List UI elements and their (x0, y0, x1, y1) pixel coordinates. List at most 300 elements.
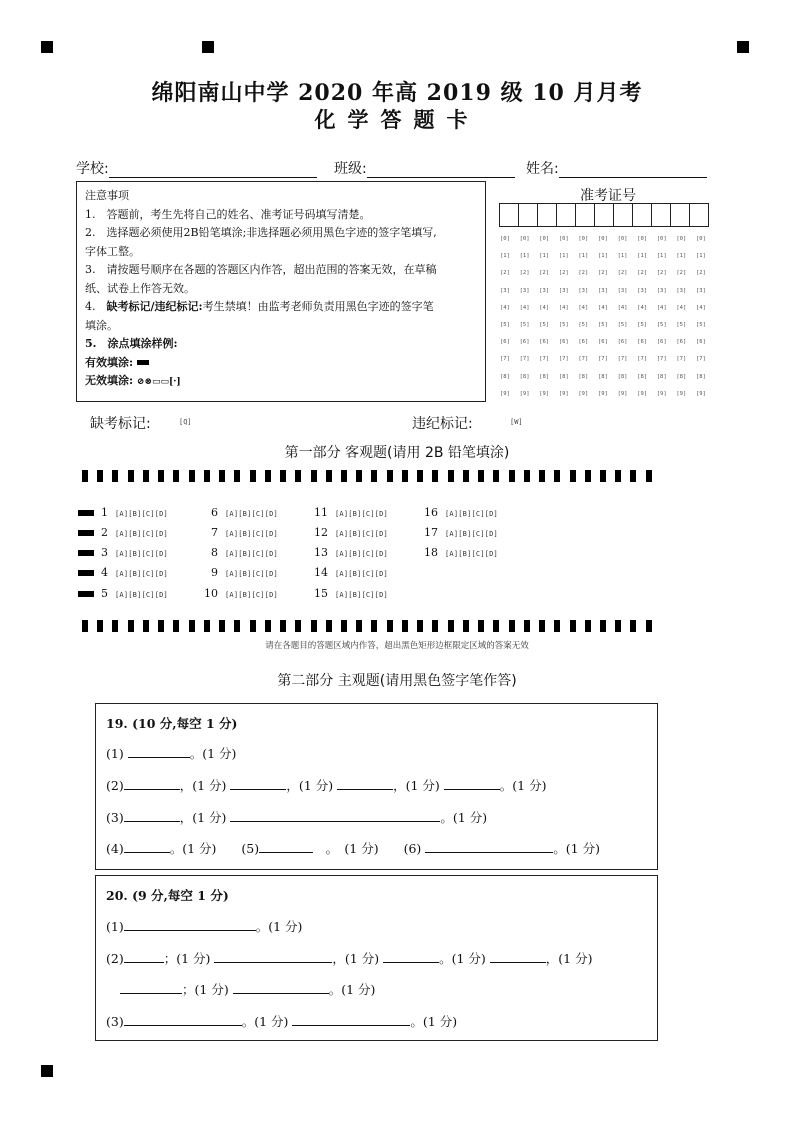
mcq-answer-bubbles[interactable]: [A][B][C][D] (225, 591, 278, 599)
mcq-answer-bubbles[interactable]: [A][B][C][D] (115, 510, 168, 518)
exam-id-digit-bubble[interactable]: [1] (519, 253, 530, 260)
registration-mark-top-middle (202, 41, 214, 53)
timing-mark (82, 620, 88, 632)
exam-id-digit-bubble[interactable]: [7] (558, 356, 569, 363)
q20-score: (1 分) (341, 982, 376, 997)
exam-id-digit-bubble[interactable]: [1] (539, 253, 550, 260)
timing-mark (600, 620, 606, 632)
exam-id-digit-bubble[interactable]: [9] (676, 390, 687, 397)
valid-fill-example (85, 354, 477, 373)
exam-id-digit-bubble[interactable]: [8] (656, 373, 667, 380)
timing-mark (295, 470, 301, 482)
mcq-question (420, 506, 498, 519)
exam-id-box[interactable] (556, 203, 576, 227)
part2-title: 第二部分 主观题(请用黑色签字笔作答) (277, 673, 517, 689)
mcq-answer-bubbles[interactable]: [A][B][C][D] (115, 570, 168, 578)
timing-mark (341, 470, 347, 482)
exam-id-digit-bubble[interactable]: [2] (500, 270, 510, 277)
q19-blank[interactable] (444, 777, 500, 790)
exam-id-digit-bubble[interactable]: [0] (597, 236, 608, 242)
q19-blank[interactable] (337, 777, 393, 790)
mcq-answer-bubbles[interactable]: [A][B][C][D] (115, 530, 168, 538)
timing-mark (630, 470, 636, 482)
mcq-answer-bubbles[interactable]: [A][B][C][D] (115, 550, 168, 558)
q20-line-1: (1) 。(1 分) (106, 919, 303, 934)
exam-id-digit-bubble[interactable]: [0] (695, 236, 706, 242)
mcq-question-number: 15 (314, 587, 328, 600)
invalid-fill-label: 无效填涂: (85, 374, 134, 387)
timing-mark (417, 470, 423, 482)
exam-id-digit-bubble[interactable]: [0] (676, 236, 687, 242)
exam-id-digit-bubble[interactable]: [2] (578, 270, 589, 277)
mcq-question-number: 18 (424, 546, 438, 559)
q19-score: (1 分) (512, 778, 547, 793)
mcq-question (310, 566, 388, 579)
exam-id-digit-bubble[interactable]: [1] (578, 253, 589, 260)
timing-mark (250, 620, 256, 632)
timing-mark (356, 620, 362, 632)
exam-id-digit-bubble[interactable]: [4] (656, 304, 667, 311)
exam-id-digit-bubble[interactable]: [9] (519, 390, 530, 397)
q19-score: (1 分) (452, 810, 488, 825)
exam-id-digit-bubble[interactable]: [9] (637, 390, 648, 397)
exam-id-digit-bubble[interactable]: [7] (597, 356, 608, 363)
exam-id-box[interactable] (499, 203, 519, 227)
timing-mark (189, 470, 195, 482)
exam-id-digit-bubble[interactable]: [6] (597, 339, 608, 346)
exam-id-digit-bubble[interactable]: [0] (519, 236, 530, 242)
exam-id-box[interactable] (594, 203, 614, 227)
timing-mark (280, 470, 286, 482)
timing-mark (387, 620, 393, 632)
exam-id-digit-bubble[interactable]: [9] (539, 390, 550, 397)
exam-id-digit-bubble[interactable]: [2] (695, 270, 706, 277)
mcq-question (310, 546, 388, 559)
q19-line-4: (4) 。(1 分) (5) 。 (1 分) (6) 。(1 分) (106, 841, 600, 856)
exam-id-digit-bubble[interactable]: [0] (539, 236, 550, 242)
mcq-question (90, 566, 168, 579)
exam-id-digit-bubble[interactable]: [4] (539, 304, 550, 311)
exam-id-digit-bubble[interactable]: [8] (637, 373, 648, 380)
q19-score: (1 分) (202, 746, 237, 761)
exam-id-digit-bubble[interactable]: [0] (656, 236, 667, 242)
exam-id-digit-bubble[interactable]: [0] (637, 236, 648, 242)
mcq-question (420, 526, 498, 539)
exam-id-digit-bubble[interactable]: [9] (617, 390, 628, 397)
exam-id-digit-bubble[interactable]: [4] (500, 304, 510, 311)
exam-id-digit-bubble[interactable]: [6] (637, 339, 648, 346)
class-field[interactable] (334, 158, 515, 178)
mcq-question-number: 7 (211, 526, 218, 539)
exam-id-digit-bubble[interactable]: [3] (558, 287, 569, 294)
exam-id-digit-bubble[interactable]: [5] (578, 321, 589, 328)
timing-mark (356, 470, 362, 482)
exam-id-digit-bubble[interactable]: [5] (656, 321, 667, 328)
exam-id-digit-bubble[interactable]: [1] (597, 253, 608, 260)
q19-answer-box[interactable] (95, 703, 658, 870)
q19-score: (1 分) (182, 841, 217, 856)
page-subtitle: 化学答题卡 (314, 107, 480, 132)
timing-mark (112, 470, 118, 482)
exam-id-digit-bubble[interactable]: [7] (676, 356, 687, 363)
exam-id-digit-bubble[interactable]: [1] (617, 253, 628, 260)
mcq-answer-bubbles[interactable]: [A][B][C][D] (335, 570, 388, 578)
exam-id-digit-bubble[interactable]: [1] (695, 253, 706, 260)
timing-mark (97, 620, 103, 632)
timing-mark (143, 620, 149, 632)
q19-blank[interactable] (124, 840, 170, 853)
q20-blank[interactable] (120, 981, 182, 994)
exam-id-digit-bubble[interactable]: [3] (539, 287, 550, 294)
timing-mark (341, 620, 347, 632)
q19-line-2: (2) ，(1 分) ，(1 分) ，(1 分) 。(1 分) (106, 778, 547, 793)
timing-mark (448, 470, 454, 482)
q20-score: (1 分) (422, 1014, 458, 1029)
exam-id-digit-bubble[interactable]: [5] (558, 321, 569, 328)
notice-item: 纸、试卷上作答无效。 (85, 281, 195, 295)
exam-id-digit-bubble[interactable]: [4] (558, 304, 569, 311)
exam-id-digit-bubble[interactable]: [9] (597, 390, 608, 397)
exam-id-digit-bubble[interactable]: [5] (695, 321, 706, 328)
q19-score: (1 分) (344, 841, 379, 856)
mcq-question-number: 12 (314, 526, 328, 539)
violation-mark-label: 违纪标记: (412, 416, 473, 432)
q20-answer-box[interactable] (95, 875, 658, 1041)
exam-id-digit-bubble[interactable]: [4] (695, 304, 706, 311)
mcq-answer-bubbles[interactable]: [A][B][C][D] (335, 530, 388, 538)
timing-mark (615, 620, 621, 632)
exam-id-digit-bubble[interactable]: [6] (617, 339, 628, 346)
exam-id-digit-bubble[interactable]: [2] (539, 270, 550, 277)
timing-mark (600, 470, 606, 482)
mcq-question (200, 506, 278, 519)
timing-mark (570, 620, 576, 632)
exam-id-digit-bubble[interactable]: [8] (519, 373, 530, 380)
exam-id-box[interactable] (537, 203, 557, 227)
mcq-answer-bubbles[interactable]: [A][B][C][D] (335, 510, 388, 518)
exam-id-bubble-grid[interactable] (500, 236, 716, 408)
q20-blank[interactable] (292, 1013, 410, 1026)
exam-id-digit-bubble[interactable]: [8] (676, 373, 687, 380)
q20-blank[interactable] (124, 1013, 242, 1026)
timing-mark (280, 620, 286, 632)
mcq-question (90, 587, 168, 600)
exam-id-digit-bubble[interactable]: [3] (578, 287, 589, 294)
q19-blank[interactable] (124, 777, 180, 790)
exam-id-digit-bubble[interactable]: [8] (539, 373, 550, 380)
exam-id-digit-bubble[interactable]: [2] (558, 270, 569, 277)
exam-id-digit-bubble[interactable]: [1] (558, 253, 569, 260)
timing-mark (204, 470, 210, 482)
mcq-question (200, 566, 278, 579)
notice-box (76, 181, 486, 402)
exam-id-digit-bubble[interactable]: [4] (578, 304, 589, 311)
exam-id-digit-bubble[interactable]: [2] (519, 270, 530, 277)
q20-score: (1 分) (254, 1014, 289, 1029)
mcq-answer-bubbles[interactable]: [A][B][C][D] (445, 550, 498, 558)
exam-id-box[interactable] (689, 203, 709, 227)
timing-track-bottom (82, 620, 652, 632)
q19-blank[interactable] (425, 840, 553, 853)
exam-id-digit-bubble[interactable]: [9] (578, 390, 589, 397)
invalid-fill-marks: ⊘⊗▭▭[·] (136, 377, 181, 387)
q19-blank[interactable] (259, 840, 313, 853)
exam-id-digit-bubble[interactable]: [7] (695, 356, 706, 363)
exam-id-digit-bubble[interactable]: [5] (500, 321, 510, 328)
school-field[interactable] (76, 158, 317, 178)
timing-mark (204, 620, 210, 632)
exam-id-digit-bubble[interactable]: [9] (656, 390, 667, 397)
exam-id-digit-bubble[interactable]: [5] (539, 321, 550, 328)
timing-mark (524, 620, 530, 632)
exam-id-box[interactable] (575, 203, 595, 227)
exam-id-box[interactable] (518, 203, 538, 227)
q20-score: (1 分) (344, 951, 380, 966)
timing-mark (524, 470, 530, 482)
exam-id-digit-bubble[interactable]: [6] (519, 339, 530, 346)
exam-id-digit-bubble[interactable]: [0] (617, 236, 628, 242)
q19-score: (1 分) (405, 778, 440, 793)
mcq-question-number: 11 (314, 506, 328, 519)
timing-mark (432, 470, 438, 482)
exam-id-digit-bubble[interactable]: [9] (558, 390, 569, 397)
exam-id-digit-bubble[interactable]: [6] (676, 339, 687, 346)
timing-mark (295, 620, 301, 632)
notice-item-4 (85, 298, 477, 317)
timing-mark (128, 470, 134, 482)
q19-score: (1 分) (565, 841, 600, 856)
mcq-question-number: 3 (101, 546, 108, 559)
exam-id-digit-bubble[interactable]: [7] (637, 356, 648, 363)
part1-footnote: 请在各题目的答题区域内作答，超出黑色矩形边框限定区域的答案无效 (265, 641, 529, 651)
q19-line-3: (3) ，(1 分) 。(1 分) (106, 810, 488, 825)
exam-id-digit-bubble[interactable]: [5] (519, 321, 530, 328)
notice-item: 3. 请按题号顺序在各题的答题区内作答，超出范围的答案无效，在草稿 (85, 263, 437, 276)
valid-fill-label: 有效填涂: (85, 355, 134, 369)
timing-mark (478, 470, 484, 482)
exam-id-digit-bubble[interactable]: [0] (558, 236, 569, 242)
exam-id-digit-bubble[interactable]: [3] (597, 287, 608, 294)
class-input-line[interactable] (367, 163, 515, 178)
notice-item: 填涂。 (85, 318, 118, 332)
q19-blank[interactable] (124, 809, 180, 822)
exam-id-digit-bubble[interactable]: [5] (617, 321, 628, 328)
exam-id-digit-bubble[interactable]: [5] (676, 321, 687, 328)
mcq-question-number: 6 (211, 506, 218, 519)
violation-mark-bubble[interactable]: [W] (510, 418, 523, 426)
timing-mark (448, 620, 454, 632)
notice-item: 字体工整。 (85, 244, 140, 258)
q20-heading: 20. (9 分,每空 1 分) (106, 888, 229, 903)
exam-id-digit-bubble[interactable]: [7] (519, 356, 530, 363)
exam-id-box[interactable] (651, 203, 671, 227)
exam-id-digit-bubble[interactable]: [4] (637, 304, 648, 311)
mcq-answer-bubbles[interactable]: [A][B][C][D] (225, 570, 278, 578)
name-field[interactable] (526, 158, 707, 178)
q20-score: (1 分) (268, 919, 303, 934)
mcq-answer-bubbles[interactable]: [A][B][C][D] (225, 550, 278, 558)
exam-id-digit-bubble[interactable]: [6] (695, 339, 706, 346)
timing-mark (402, 620, 408, 632)
q20-blank[interactable] (490, 950, 546, 963)
exam-id-digit-bubble[interactable]: [3] (656, 287, 667, 294)
timing-mark (478, 620, 484, 632)
q20-line-3: ；(1 分) 。(1 分) (120, 980, 375, 998)
timing-mark (585, 620, 591, 632)
exam-id-digit-bubble[interactable]: [4] (597, 304, 608, 311)
exam-id-digit-bubble[interactable]: [4] (519, 304, 530, 311)
mcq-answer-bubbles[interactable]: [A][B][C][D] (335, 550, 388, 558)
exam-id-digit-bubble[interactable]: [8] (500, 373, 510, 380)
timing-mark (173, 620, 179, 632)
exam-id-digit-row (500, 270, 716, 287)
exam-id-digit-bubble[interactable]: [6] (500, 339, 510, 346)
timing-mark (371, 620, 377, 632)
exam-id-digit-bubble[interactable]: [7] (578, 356, 589, 363)
exam-id-digit-bubble[interactable]: [6] (539, 339, 550, 346)
exam-id-digit-bubble[interactable]: [0] (500, 236, 510, 242)
timing-mark (509, 470, 515, 482)
mcq-question (200, 546, 278, 559)
timing-mark (326, 620, 332, 632)
exam-id-digit-bubble[interactable]: [5] (637, 321, 648, 328)
exam-id-digit-bubble[interactable]: [7] (500, 356, 510, 363)
timing-mark (570, 470, 576, 482)
timing-mark (234, 620, 240, 632)
timing-mark (585, 470, 591, 482)
absent-mark-label: 缺考标记: (90, 416, 151, 432)
school-input-line[interactable] (109, 163, 317, 178)
timing-mark (509, 620, 515, 632)
q19-blank[interactable] (230, 809, 440, 822)
timing-mark (189, 620, 195, 632)
exam-id-digit-bubble[interactable]: [1] (637, 253, 648, 260)
q20-blank[interactable] (214, 950, 332, 963)
exam-id-digit-bubble[interactable]: [2] (597, 270, 608, 277)
exam-id-digit-bubble[interactable]: [4] (676, 304, 687, 311)
exam-id-digit-row (500, 374, 716, 391)
mcq-question-number: 13 (314, 546, 328, 559)
exam-id-digit-bubble[interactable]: [4] (617, 304, 628, 311)
q20-blank[interactable] (124, 950, 164, 963)
exam-id-digit-bubble[interactable]: [5] (597, 321, 608, 328)
exam-id-digit-bubble[interactable]: [1] (676, 253, 687, 260)
mcq-question (200, 587, 278, 600)
exam-id-digit-bubble[interactable]: [3] (695, 287, 706, 294)
exam-id-digit-bubble[interactable]: [9] (695, 390, 706, 397)
mcq-answer-bubbles[interactable]: [A][B][C][D] (445, 510, 498, 518)
exam-id-digit-bubble[interactable]: [2] (617, 270, 628, 277)
timing-mark (432, 620, 438, 632)
q20-blank[interactable] (233, 981, 329, 994)
mcq-answer-bubbles[interactable]: [A][B][C][D] (115, 591, 168, 599)
registration-mark-bottom-left (41, 1065, 53, 1077)
timing-mark (539, 470, 545, 482)
exam-id-digit-bubble[interactable]: [8] (617, 373, 628, 380)
timing-mark (128, 620, 134, 632)
mcq-answer-bubbles[interactable]: [A][B][C][D] (445, 530, 498, 538)
q20-blank[interactable] (124, 918, 256, 931)
mcq-question-number: 10 (204, 587, 218, 600)
exam-id-digit-bubble[interactable]: [6] (656, 339, 667, 346)
exam-id-digit-bubble[interactable]: [0] (578, 236, 589, 242)
q19-score: (1 分) (192, 810, 227, 825)
exam-id-digit-bubble[interactable]: [3] (617, 287, 628, 294)
mcq-question-number: 8 (211, 546, 218, 559)
notice-title: 注意事项 (85, 189, 129, 202)
valid-fill-mark (137, 360, 149, 365)
exam-id-digit-bubble[interactable]: [6] (558, 339, 569, 346)
timing-mark (646, 470, 652, 482)
exam-id-box[interactable] (613, 203, 633, 227)
exam-id-digit-bubble[interactable]: [3] (637, 287, 648, 294)
exam-id-digit-bubble[interactable]: [8] (558, 373, 569, 380)
timing-mark (539, 620, 545, 632)
exam-id-digit-bubble[interactable]: [3] (676, 287, 687, 294)
exam-id-digit-bubble[interactable]: [8] (695, 373, 706, 380)
name-input-line[interactable] (559, 163, 707, 178)
q19-score: (1 分) (298, 778, 334, 793)
exam-id-digit-bubble[interactable]: [6] (578, 339, 589, 346)
exam-id-digit-bubble[interactable]: [7] (656, 356, 667, 363)
exam-id-digit-bubble[interactable]: [8] (578, 373, 589, 380)
timing-mark (143, 470, 149, 482)
timing-mark (311, 620, 317, 632)
mcq-question-number: 14 (314, 566, 328, 579)
mcq-answer-bubbles[interactable]: [A][B][C][D] (225, 510, 278, 518)
q19-blank[interactable] (230, 777, 286, 790)
exam-id-label: 准考证号 (580, 188, 636, 204)
exam-id-digit-bubble[interactable]: [7] (617, 356, 628, 363)
q20-blank[interactable] (383, 950, 439, 963)
q19-heading: 19. (10 分,每空 1 分) (106, 716, 238, 731)
exam-id-digit-bubble[interactable]: [9] (500, 390, 510, 397)
exam-id-box[interactable] (670, 203, 690, 227)
timing-mark (265, 470, 271, 482)
exam-id-digit-row (500, 236, 716, 253)
timing-mark (326, 470, 332, 482)
timing-mark (112, 620, 118, 632)
mcq-answer-bubbles[interactable]: [A][B][C][D] (335, 591, 388, 599)
absent-mark-bubble[interactable]: [Q] (179, 418, 192, 426)
exam-id-digit-bubble[interactable]: [2] (656, 270, 667, 277)
notice-item-4-bold: 缺考标记/违纪标记: (106, 300, 203, 313)
exam-id-boxes[interactable] (500, 203, 709, 227)
name-label: 姓名: (526, 161, 559, 177)
exam-id-digit-bubble[interactable]: [3] (500, 287, 510, 294)
mcq-question (90, 546, 168, 559)
exam-id-digit-bubble[interactable]: [1] (656, 253, 667, 260)
notice-item: 1. 答题前，考生先将自己的姓名、准考证号码填写清楚。 (85, 207, 371, 221)
notice-item: 2. 选择题必须使用2B铅笔填涂;非选择题必须用黑色字迹的签字笔填写, (85, 226, 437, 239)
timing-mark (173, 470, 179, 482)
exam-id-digit-bubble[interactable]: [7] (539, 356, 550, 363)
exam-id-digit-bubble[interactable]: [2] (637, 270, 648, 277)
mcq-question-number: 1 (101, 506, 108, 519)
q19-blank[interactable] (128, 745, 190, 758)
exam-id-digit-bubble[interactable]: [3] (519, 287, 530, 294)
exam-id-digit-bubble[interactable]: [1] (500, 253, 510, 260)
exam-id-digit-bubble[interactable]: [8] (597, 373, 608, 380)
exam-id-digit-bubble[interactable]: [2] (676, 270, 687, 277)
mcq-question-number: 16 (424, 506, 438, 519)
mcq-answer-bubbles[interactable]: [A][B][C][D] (225, 530, 278, 538)
mcq-question-number: 5 (101, 587, 108, 600)
q19-line-1: (1) 。(1 分) (106, 746, 237, 761)
exam-id-box[interactable] (632, 203, 652, 227)
mcq-question (420, 546, 498, 559)
timing-mark (554, 620, 560, 632)
